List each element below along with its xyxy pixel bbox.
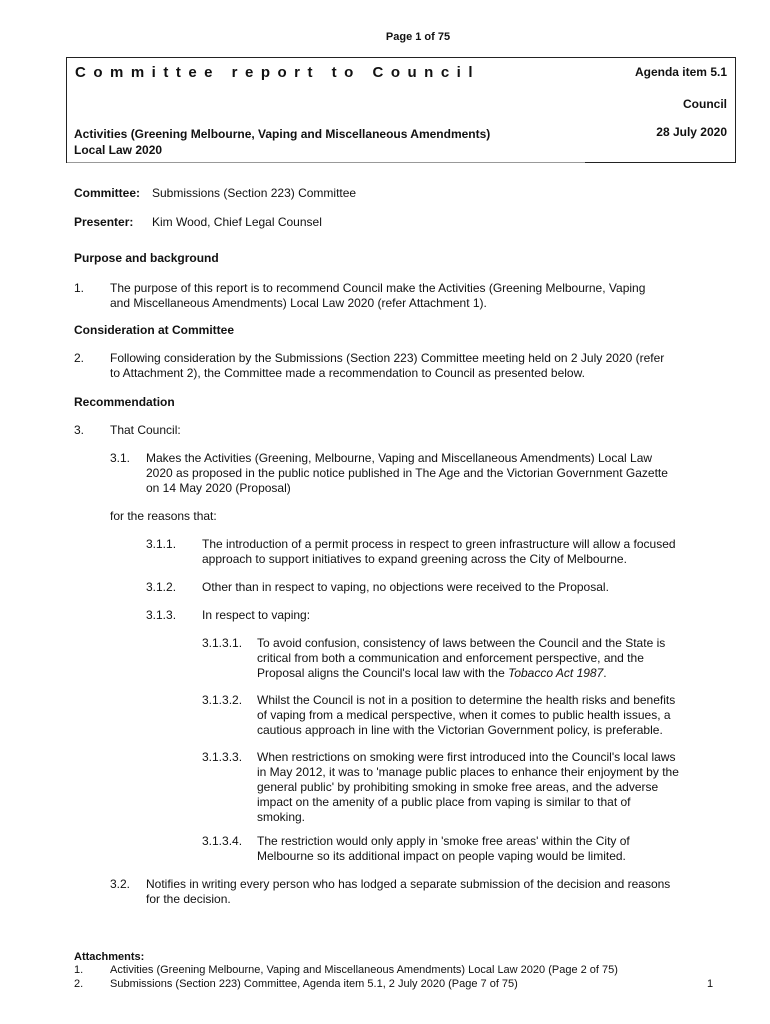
paragraph: for the reasons that: xyxy=(110,509,217,523)
line: for the decision. xyxy=(146,892,231,906)
paragraph-number: 3.1.2. xyxy=(146,580,177,594)
subject-line-2: Local Law 2020 xyxy=(74,143,163,157)
page-label: Page 1 of 75 xyxy=(385,31,451,43)
paragraph-number: 3.1.3. xyxy=(146,608,177,622)
committee-label: Committee: xyxy=(74,186,141,200)
meeting-name: Council xyxy=(683,97,727,111)
line: Notifies in writing every person who has lodged a separate submission of the decision and reasons xyxy=(146,877,671,891)
attachment-link[interactable]: Submissions (Section 223) Committee, Agenda item 5.1, 2 July 2020 (Page 7 of 75) xyxy=(110,978,518,990)
paragraph: In respect to vaping: xyxy=(202,608,311,622)
page-number: 1 xyxy=(707,978,714,990)
meeting-date: 28 July 2020 xyxy=(656,125,727,139)
attachment-link[interactable]: Activities (Greening Melbourne, Vaping and Miscellaneous Amendments) Local Law 2020 (Page 2 of 75) xyxy=(110,964,618,976)
section-heading: Purpose and background xyxy=(74,251,219,265)
line: cautious approach in line with the Victorian Government policy, is preferable. xyxy=(257,723,663,737)
paragraph-number: 3.1.3.4. xyxy=(202,834,243,848)
paragraph xyxy=(110,281,730,311)
report-subject xyxy=(74,126,584,158)
line: Makes the Activities (Greening, Melbourne, Vaping and Miscellaneous Amendments) Local Law xyxy=(146,451,653,465)
act-title: Tobacco Act 1987 xyxy=(508,666,604,680)
report-title: Committee report to Council xyxy=(75,64,481,81)
paragraph xyxy=(257,693,727,738)
paragraph: Other than in respect to vaping, no objections were received to the Proposal. xyxy=(202,580,609,594)
text: Proposal aligns the Council's local law with the xyxy=(257,666,509,680)
paragraph-number: 1. xyxy=(74,281,85,295)
line: Following consideration by the Submissions (Section 223) Committee meeting held on 2 July 2020 (refer xyxy=(110,351,665,365)
paragraph-number: 3.1.3.3. xyxy=(202,750,243,764)
presenter-label: Presenter: xyxy=(74,215,134,229)
report-header xyxy=(66,57,736,163)
line: smoking. xyxy=(257,810,306,824)
paragraph xyxy=(257,636,727,681)
section-heading: Recommendation xyxy=(74,395,175,409)
paragraph xyxy=(202,537,732,567)
line: The purpose of this report is to recommend Council make the Activities (Greening Melbourne, Vaping xyxy=(110,281,646,295)
header-divider xyxy=(67,162,585,163)
paragraph-number: 3.1.1. xyxy=(146,537,177,551)
line: of vaping from a medical perspective, when it comes to public health issues, a xyxy=(257,708,671,722)
line: critical from both a communication and enforcement perspective, and the xyxy=(257,651,644,665)
paragraph xyxy=(257,834,727,864)
line: The introduction of a permit process in respect to green infrastructure will allow a focused xyxy=(202,537,676,551)
line: to Attachment 2), the Committee made a recommendation to Council as presented below. xyxy=(110,366,585,380)
line: approach to support initiatives to expand greening across the City of Melbourne. xyxy=(202,552,627,566)
line: general public' by prohibiting smoking in smoke free areas, and the adverse xyxy=(257,780,659,794)
committee-value: Submissions (Section 223) Committee xyxy=(152,186,357,200)
text: . xyxy=(603,666,607,680)
line: To avoid confusion, consistency of laws between the Council and the State is xyxy=(257,636,666,650)
line: When restrictions on smoking were first introduced into the Council's local laws xyxy=(257,750,676,764)
attachments-heading: Attachments: xyxy=(74,951,145,963)
line: on 14 May 2020 (Proposal) xyxy=(146,481,291,495)
paragraph xyxy=(146,451,736,496)
line: 2020 as proposed in the public notice published in The Age and the Victorian Government Gazette xyxy=(146,466,668,480)
attachment-number: 1. xyxy=(74,964,84,976)
paragraph-number: 2. xyxy=(74,351,85,365)
line: and Miscellaneous Amendments) Local Law 2020 (refer Attachment 1). xyxy=(110,296,487,310)
line: in May 2012, it was to 'manage public places to enhance their enjoyment by the xyxy=(257,765,679,779)
attachment-number: 2. xyxy=(74,978,84,990)
line: Melbourne so its additional impact on people vaping would be limited. xyxy=(257,849,626,863)
line: The restriction would only apply in 'smoke free areas' within the City of xyxy=(257,834,630,848)
paragraph xyxy=(110,351,730,381)
paragraph-number: 3.1.3.2. xyxy=(202,693,243,707)
subject-line-1: Activities (Greening Melbourne, Vaping and Miscellaneous Amendments) xyxy=(74,127,491,141)
line xyxy=(257,666,727,681)
paragraph xyxy=(257,750,727,825)
paragraph xyxy=(146,877,736,907)
paragraph: That Council: xyxy=(110,423,181,437)
agenda-item: Agenda item 5.1 xyxy=(634,65,727,79)
paragraph-number: 3.2. xyxy=(110,877,131,891)
section-heading: Consideration at Committee xyxy=(74,323,235,337)
paragraph-number: 3.1. xyxy=(110,451,131,465)
presenter-value: Kim Wood, Chief Legal Counsel xyxy=(152,215,322,229)
paragraph-number: 3. xyxy=(74,423,85,437)
paragraph-number: 3.1.3.1. xyxy=(202,636,243,650)
line: impact on the amenity of a public place from vaping is similar to that of xyxy=(257,795,631,809)
line: Whilst the Council is not in a position to determine the health risks and benefits xyxy=(257,693,676,707)
